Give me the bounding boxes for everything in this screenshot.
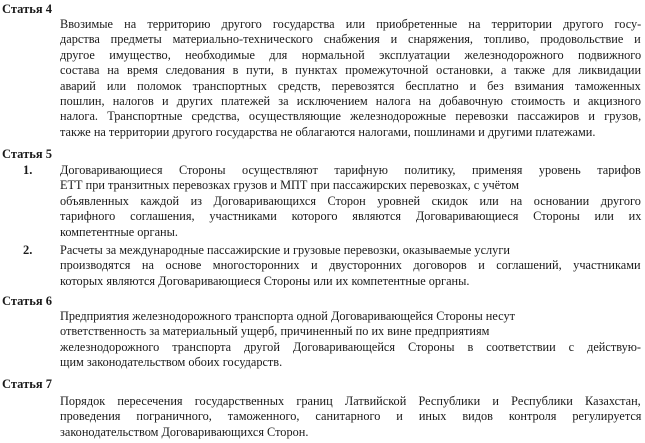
item-number: 1. [23, 163, 33, 177]
text-line: компетентные органы. [60, 224, 178, 239]
text-line: проведения пограничного, таможенного, санитарного и иных видов контроля регулируется [60, 409, 642, 424]
text-line: железнодорожного транспорта другой Договаривающейся Стороны в соответствии с действую- [60, 339, 642, 354]
article-7-paragraph [60, 394, 641, 440]
text-line: налога. Транспортные средства, осуществляющие железнодорожные перевозки пассажиров и грузов, [60, 109, 642, 124]
text-line: Предприятия железнодорожного транспорта одной Договаривающейся Стороны несут [60, 309, 515, 323]
article-5-item-2 [60, 243, 641, 289]
text-line: законодательством Договаривающихся Сторон. [60, 424, 309, 439]
text-line: Расчеты за международные пассажирские и грузовые перевозки, оказываемые услуги [60, 243, 510, 257]
text-line: тарифного соглашения, участниками которого являются Договаривающиеся Стороны или их [60, 209, 642, 224]
text-line: Договаривающиеся Стороны осуществляют тарифную политику, применяя уровень тарифов [60, 163, 641, 177]
text-line: ЕТТ при транзитных перевозках грузов и МПТ при пассажирских перевозках, с учётом [60, 178, 520, 193]
text-line: пошлин, налогов и других платежей за исключением налога на добавочную стоимость и акцизного [60, 93, 642, 108]
article-7-heading: Статья 7 [2, 377, 52, 391]
article-4-paragraph [60, 17, 641, 140]
text-line: Ввозимые на территорию другого государства или приобретенные на территории другого госу- [60, 17, 642, 31]
text-line: Порядок пересечения государственных границ Латвийской Республики и Республики Казахстан, [60, 394, 641, 408]
article-5-heading: Статья 5 [2, 147, 52, 161]
text-line: которых являются Договаривающиеся Стороны или их компетентные органы. [60, 273, 470, 288]
text-line: производятся на основе многосторонних и двусторонних договоров и соглашений, участниками [60, 258, 641, 273]
text-line: щим законодательством обоих государств. [60, 355, 283, 370]
text-line: дарства предметы материально-технического снабжения и снаряжения, топливо, продовольствие и [60, 32, 641, 47]
text-line: состава на время следования в пути, в пунктах промежуточной остановки, а также для ликвидации [60, 63, 642, 78]
article-6-paragraph [60, 309, 641, 371]
text-line: ответственность за материальный ущерб, причиненный по их вине предприятиям [60, 324, 490, 339]
item-number: 2. [23, 243, 33, 257]
article-5-item-1 [60, 163, 641, 240]
article-4-heading: Статья 4 [2, 2, 52, 16]
text-line: другое имущество, необходимые для нормальной эксплуатации железнодорожного подвижного [60, 47, 642, 62]
text-line: также на территории другого государства не облагаются налогами, пошлинами и другими платежами. [60, 124, 596, 139]
article-6-heading: Статья 6 [2, 294, 52, 308]
text-line: аварий или поломок транспортных средств, перевозятся бесплатно и без взимания таможенных [60, 78, 641, 93]
text-line: объявленных каждой из Договаривающихся Сторон уровней скидок или на основании другого [60, 193, 641, 208]
